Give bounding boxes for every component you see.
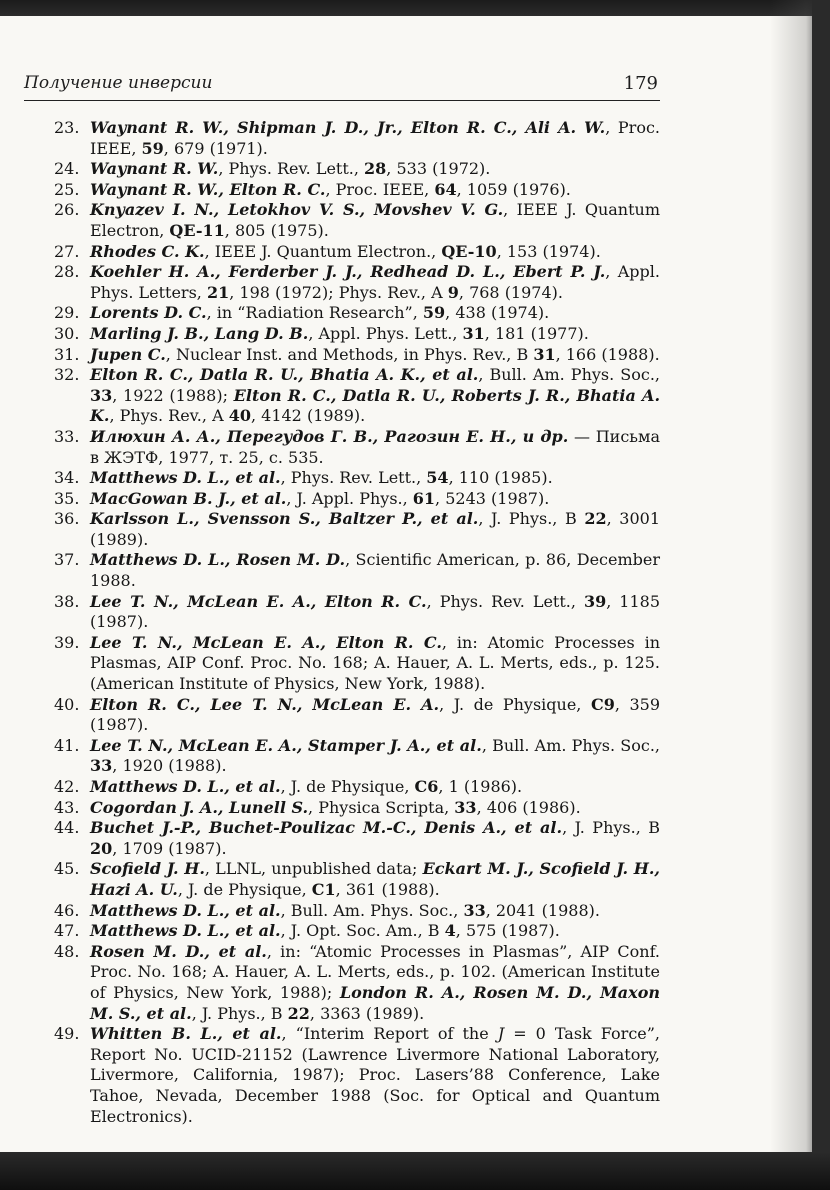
reference-volume: 22 <box>584 509 607 529</box>
reference-authors: Whitten B. L., et al. <box>90 1024 282 1044</box>
scan-top-edge <box>0 0 812 16</box>
reference-authors: Elton R. C., Datla R. U., Roberts J. R., Bhatia A. K. <box>90 385 661 426</box>
reference-number: 28. <box>54 262 80 282</box>
reference-authors: Koehler H. A., Ferderber J. J., Redhead D. L., Ebert P. J. <box>90 262 606 282</box>
reference-volume: 20 <box>90 838 113 858</box>
reference-authors: Matthews D. L., et al. <box>90 468 281 488</box>
reference-number: 41. <box>54 735 80 755</box>
reference-text: , Phys. Rev. Lett., <box>426 591 584 611</box>
reference-authors: Lee T. N., McLean E. A., Stamper J. A., et al. <box>90 735 482 755</box>
reference-number: 47. <box>54 921 80 941</box>
reference-item <box>50 365 660 427</box>
reference-authors: Lee T. N., McLean E. A., Elton R. C. <box>90 632 442 652</box>
reference-authors: Eckart M. J., Scofield J. H., Hazi A. U. <box>90 859 660 899</box>
reference-text: , “Interim Report of the <box>281 1024 498 1044</box>
reference-text: , 110 (1985). <box>448 468 553 488</box>
reference-text: , J. de Physique, <box>439 694 591 714</box>
reference-authors: Lee T. N., McLean E. A., Elton R. C. <box>90 591 427 611</box>
reference-volume: QE-11 <box>169 220 225 240</box>
reference-volume: 40 <box>228 406 251 426</box>
reference-item <box>50 427 660 468</box>
reference-number: 25. <box>54 179 80 199</box>
reference-text: , 2041 (1988). <box>485 900 600 920</box>
reference-item <box>50 921 660 942</box>
reference-text: , 533 (1972). <box>386 159 491 179</box>
reference-text: , Bull. Am. Phys. Soc., <box>280 900 464 920</box>
reference-authors: Rhodes C. K. <box>90 241 205 261</box>
reference-text: , 3001 (1989). <box>90 509 660 549</box>
reference-authors: Knyazev I. N., Letokhov V. S., Movshev V. G. <box>90 200 504 220</box>
reference-number: 42. <box>54 777 80 796</box>
reference-text: , 1 (1986). <box>438 777 523 796</box>
reference-number: 49. <box>54 1024 80 1044</box>
reference-authors: Matthews D. L., et al. <box>90 777 281 796</box>
reference-text: , Nuclear Inst. and Methods, in Phys. Rev., B <box>165 344 534 364</box>
reference-number: 45. <box>54 859 80 879</box>
reference-authors: MacGowan B. J., et al. <box>90 488 287 508</box>
reference-item <box>50 303 660 324</box>
reference-number: 38. <box>54 591 80 611</box>
reference-volume: 31 <box>462 323 485 343</box>
reference-text: , 1920 (1988). <box>112 756 227 776</box>
reference-authors: Rosen M. D., et al. <box>90 941 267 961</box>
reference-authors: Elton R. C., Lee T. N., McLean E. A. <box>90 694 440 714</box>
reference-text: , Phys. Rev. Lett., <box>218 159 365 179</box>
reference-volume: 31 <box>533 344 556 364</box>
reference-authors: Buchet J.-P., Buchet-Poulizac M.-C., Denis A., et al. <box>90 818 563 838</box>
reference-text: , IEEE J. Quantum Electron, <box>90 200 660 240</box>
reference-authors: Lorents D. C. <box>90 303 207 323</box>
reference-authors: Matthews D. L., et al. <box>90 921 281 941</box>
reference-volume: 33 <box>454 797 477 817</box>
reference-number: 37. <box>54 550 80 570</box>
reference-volume: 59 <box>141 138 164 158</box>
reference-text: , Scientific American, p. 86, December 1988. <box>90 550 660 591</box>
reference-item <box>50 1024 660 1127</box>
reference-item <box>50 695 660 736</box>
reference-item <box>50 592 660 633</box>
reference-number: 39. <box>54 632 80 652</box>
reference-text: , Appl. Phys. Lett., <box>308 323 463 343</box>
reference-text: , Phys. Rev., A <box>109 406 229 426</box>
reference-text: , 1059 (1976). <box>456 179 571 199</box>
reference-item <box>50 901 660 922</box>
reference-authors: Cogordan J. A., Lunell S. <box>90 797 309 817</box>
reference-authors: Matthews D. L., et al. <box>90 900 281 920</box>
reference-text: , LLNL, unpublished data; <box>204 859 423 879</box>
reference-number: 40. <box>54 694 80 714</box>
reference-item <box>50 200 660 241</box>
reference-number: 31. <box>54 344 80 364</box>
reference-volume: 28 <box>364 159 387 179</box>
reference-volume: 9 <box>447 282 459 302</box>
reference-text: , 438 (1974). <box>445 303 550 323</box>
reference-text: , J. Opt. Soc. Am., B <box>280 921 445 941</box>
reference-text: , 4142 (1989). <box>250 406 366 426</box>
reference-number: 33. <box>54 426 80 446</box>
reference-text: , 166 (1988). <box>555 344 660 364</box>
reference-number: 32. <box>54 365 80 385</box>
reference-volume: C6 <box>414 777 439 796</box>
reference-text: , 198 (1972); Phys. Rev., A <box>229 282 448 302</box>
reference-item <box>50 509 660 550</box>
reference-volume: 39 <box>583 591 607 611</box>
reference-text: , 3363 (1989). <box>309 1003 425 1023</box>
reference-authors: Matthews D. L., Rosen M. D. <box>90 550 346 570</box>
reference-text: , 359 (1987). <box>90 694 661 735</box>
reference-item <box>50 242 660 263</box>
reference-text: , Bull. Am. Phys. Soc., <box>478 365 660 385</box>
reference-text: , 768 (1974). <box>458 282 563 302</box>
reference-volume: 4 <box>444 921 456 941</box>
reference-volume: 21 <box>206 282 230 302</box>
reference-authors: Karlsson L., Svensson S., Baltzer P., et al. <box>90 509 479 529</box>
reference-text: , 679 (1971). <box>163 138 268 158</box>
reference-text: J <box>497 1024 505 1044</box>
reference-item <box>50 818 660 859</box>
reference-volume: 22 <box>287 1003 310 1023</box>
reference-text: , 1185 (1987). <box>90 591 661 632</box>
reference-text: , Phys. Rev. Lett., <box>280 468 427 488</box>
reference-number: 44. <box>54 818 80 838</box>
reference-item <box>50 859 660 900</box>
reference-text: , J. Appl. Phys., <box>286 488 413 508</box>
reference-number: 36. <box>54 509 80 529</box>
running-title: Получение инверсии <box>24 73 213 93</box>
reference-authors: Waynant R. W., Elton R. C. <box>90 179 326 199</box>
scan-bottom-edge <box>0 1152 830 1190</box>
reference-volume: QE-10 <box>441 241 497 261</box>
reference-list <box>50 118 660 1127</box>
reference-number: 26. <box>54 200 80 220</box>
reference-text: , 5243 (1987). <box>435 488 550 508</box>
reference-text: , in: “Atomic Processes in Plasmas”, AIP Conf. Proc. No. 168; A. Hauer, A. L. Merts, eds., p. 102. (American Institute of Physics, New York, 1988); <box>90 941 661 1002</box>
reference-number: 24. <box>54 159 80 179</box>
reference-text: , J. de Physique, <box>280 777 415 796</box>
reference-number: 29. <box>54 303 80 323</box>
reference-number: 48. <box>54 941 80 961</box>
reference-item <box>50 324 660 345</box>
reference-authors: London R. A., Rosen M. D., Maxon M. S., et al. <box>90 982 660 1023</box>
reference-item <box>50 942 660 1024</box>
reference-text: , 361 (1988). <box>335 879 440 899</box>
reference-text: , 575 (1987). <box>455 921 560 941</box>
reference-text: , 1709 (1987). <box>112 838 227 858</box>
reference-text: , Bull. Am. Phys. Soc., <box>481 735 660 755</box>
reference-item <box>50 489 660 510</box>
reference-number: 23. <box>54 118 80 137</box>
reference-authors: Waynant R. W., Shipman J. D., Jr., Elton R. C., Ali A. W. <box>90 118 606 137</box>
reference-authors: Elton R. C., Datla R. U., Bhatia A. K., et al. <box>90 365 479 385</box>
reference-text: — Письма в ЖЭТФ, 1977, т. 25, с. 535. <box>90 426 660 467</box>
reference-item <box>50 777 660 798</box>
reference-number: 27. <box>54 241 80 261</box>
reference-number: 46. <box>54 900 80 920</box>
reference-text: , J. de Physique, <box>177 879 312 899</box>
reference-volume: 33 <box>90 385 113 405</box>
book-binding-shadow <box>770 0 830 1190</box>
reference-text: , Physica Scripta, <box>308 797 455 817</box>
reference-item <box>50 633 660 695</box>
reference-item <box>50 468 660 489</box>
reference-authors: Waynant R. W. <box>90 159 219 179</box>
reference-text: , IEEE J. Quantum Electron., <box>204 241 442 261</box>
reference-volume: 54 <box>426 468 449 488</box>
reference-item <box>50 798 660 819</box>
reference-volume: 61 <box>412 488 436 508</box>
reference-number: 34. <box>54 468 80 488</box>
reference-text: , J. Phys., B <box>562 818 660 838</box>
reference-authors: Marling J. B., Lang D. B. <box>90 323 309 343</box>
reference-number: 30. <box>54 323 80 343</box>
reference-volume: 33 <box>90 756 113 776</box>
reference-text: , J. Phys., B <box>478 509 585 529</box>
reference-text: , in “Radiation Research”, <box>206 303 423 323</box>
reference-authors: Jupen C. <box>90 344 166 364</box>
reference-text: , 181 (1977). <box>484 323 589 343</box>
reference-text: , 406 (1986). <box>476 797 581 817</box>
reference-text: , 1922 (1988); <box>112 385 234 405</box>
page-header <box>24 72 660 101</box>
reference-volume: 59 <box>422 303 446 323</box>
reference-volume: C9 <box>590 694 615 714</box>
reference-text: = 0 Task Force”, Report No. UCID-21152 (Lawrence Livermore National Laboratory, Livermore, California, 1987); Proc. Lasers’88 Conference, Lake Tahoe, Nevada, December 1988 (Soc. for Optical and Quantum Electronics). <box>90 1024 661 1126</box>
reference-item <box>50 550 660 591</box>
reference-number: 43. <box>54 797 80 817</box>
reference-volume: 33 <box>463 900 486 920</box>
reference-volume: 64 <box>434 179 457 199</box>
reference-item <box>50 180 660 201</box>
reference-authors: Илюхин А. А., Перегудов Г. В., Рагозин Е. Н., и др. <box>90 426 569 446</box>
page-number: 179 <box>623 73 658 94</box>
reference-item <box>50 736 660 777</box>
reference-text: , Appl. Phys. Letters, <box>90 262 660 302</box>
reference-text: , 805 (1975). <box>224 220 329 240</box>
reference-item <box>50 262 660 303</box>
reference-number: 35. <box>54 488 80 508</box>
reference-text: , 153 (1974). <box>496 241 601 261</box>
reference-item <box>50 118 660 159</box>
reference-item <box>50 159 660 180</box>
reference-text: , Proc. IEEE, <box>90 118 660 158</box>
reference-authors: Scofield J. H. <box>90 859 205 879</box>
reference-text: , Proc. IEEE, <box>325 179 435 199</box>
reference-volume: C1 <box>311 879 336 899</box>
reference-text: , in: Atomic Processes in Plasmas, AIP Conf. Proc. No. 168; A. Hauer, A. L. Merts, eds., p. 125. (American Institute of Physics, New York, 1988). <box>90 632 661 694</box>
reference-text: , J. Phys., B <box>191 1003 288 1023</box>
reference-item <box>50 345 660 366</box>
